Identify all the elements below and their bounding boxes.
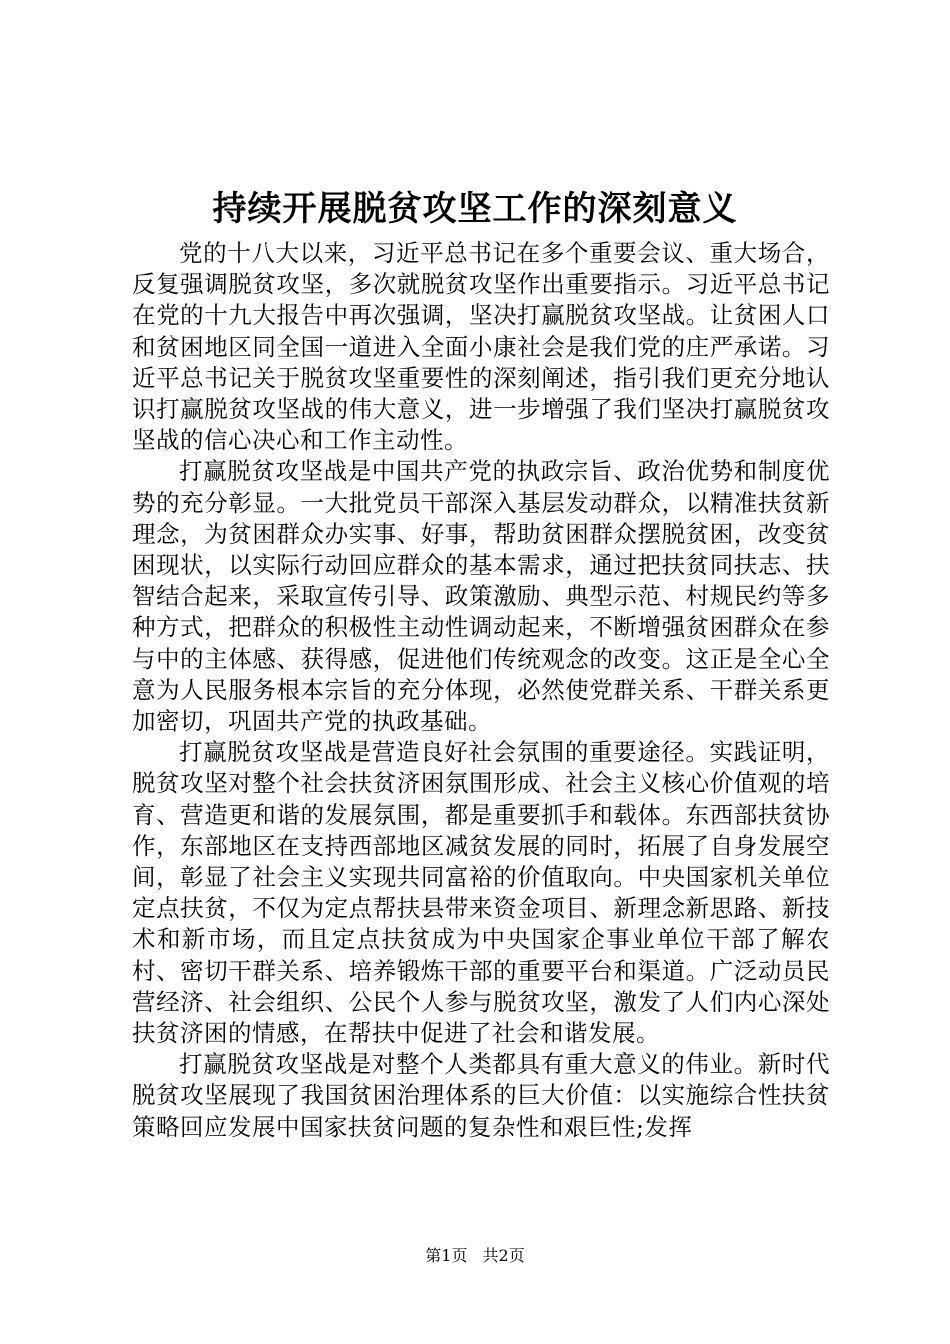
page-number: 第1页 (425, 1246, 468, 1265)
paragraph-4: 打赢脱贫攻坚战是对整个人类都具有重大意义的伟业。新时代脱贫攻坚展现了我国贫困治理体系的巨大价值：以实施综合性扶贫策略回应发展中国家扶贫问题的复杂性和艰巨性;发挥 (132, 1050, 830, 1141)
paragraph-1: 党的十八大以来，习近平总书记在多个重要会议、重大场合，反复强调脱贫攻坚，多次就脱贫攻坚作出重要指示。习近平总书记在党的十九大报告中再次强调，坚决打赢脱贫攻坚战。让贫困人口和贫困地区同全国一道进入全面小康社会是我们党的庄严承诺。习近平总书记关于脱贫攻坚重要性的深刻阐述，指引我们更充分地认识打赢脱贫攻坚战的伟大意义，进一步增强了我们坚决打赢脱贫攻坚战的信心决心和工作主动性。 (132, 239, 830, 455)
paragraph-2: 打赢脱贫攻坚战是中国共产党的执政宗旨、政治优势和制度优势的充分彰显。一大批党员干部深入基层发动群众，以精准扶贫新理念，为贫困群众办实事、好事，帮助贫困群众摆脱贫困，改变贫困现状，以实际行动回应群众的基本需求，通过把扶贫同扶志、扶智结合起来，采取宣传引导、政策激励、典型示范、村规民约等多种方式，把群众的积极性主动性调动起来，不断增强贫困群众在参与中的主体感、获得感，促进他们传统观念的改变。这正是全心全意为人民服务根本宗旨的充分体现，必然使党群关系、干群关系更加密切，巩固共产党的执政基础。 (132, 457, 830, 736)
page-total: 共2页 (482, 1246, 525, 1265)
document-body (132, 238, 830, 1178)
paragraph-3: 打赢脱贫攻坚战是营造良好社会氛围的重要途径。实践证明，脱贫攻坚对整个社会扶贫济困氛围形成、社会主义核心价值观的培育、营造更和谐的发展氛围，都是重要抓手和载体。东西部扶贫协作，东部地区在支持西部地区减贫发展的同时，拓展了自身发展空间，彰显了社会主义实现共同富裕的价值取向。中央国家机关单位定点扶贫，不仅为定点帮扶县带来资金项目、新理念新思路、新技术和新市场，而且定点扶贫成为中央国家企事业单位干部了解农村、密切干群关系、培养锻炼干部的重要平台和渠道。广泛动员民营经济、社会组织、公民个人参与脱贫攻坚，激发了人们内心深处扶贫济困的情感，在帮扶中促进了社会和谐发展。 (132, 738, 830, 1048)
document-title: 持续开展脱贫攻坚工作的深刻意义 (212, 189, 738, 229)
page-footer (0, 1244, 950, 1268)
